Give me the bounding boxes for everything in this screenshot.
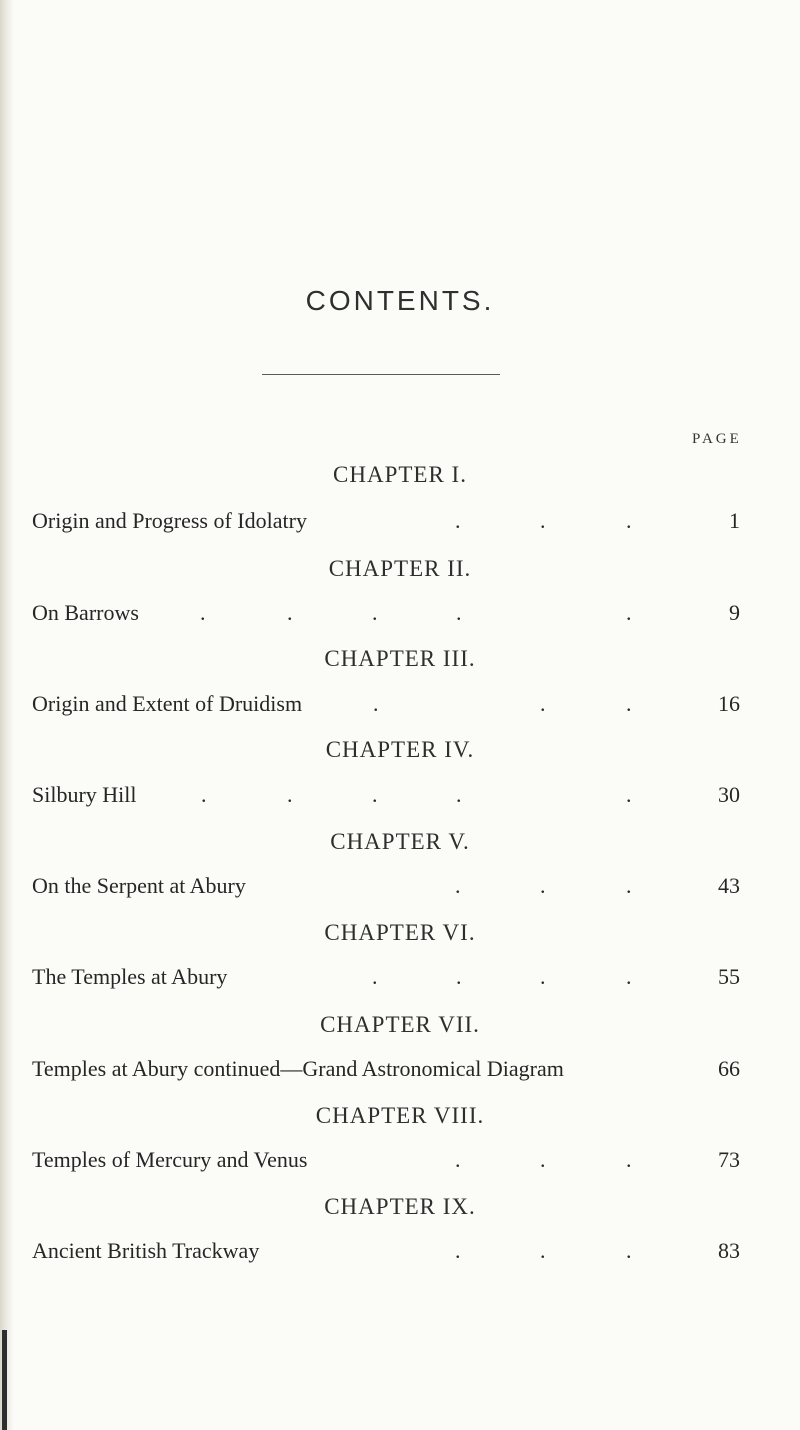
- toc-entry-page: 55: [718, 964, 740, 989]
- page-column-header: PAGE: [692, 431, 742, 447]
- page-title: CONTENTS.: [305, 285, 495, 316]
- toc-entry-page: 9: [729, 600, 740, 625]
- toc-entry-page: 43: [718, 873, 740, 898]
- toc-entry-title: Ancient British Trackway: [32, 1238, 260, 1263]
- toc-entry-title: Origin and Progress of Idolatry: [32, 508, 307, 533]
- toc-entry-title: The Temples at Abury: [32, 964, 228, 989]
- binding-mark: [2, 1330, 7, 1430]
- toc-entry-page: 30: [718, 782, 740, 807]
- toc-entry-title: Silbury Hill: [32, 782, 137, 807]
- toc-entry-page: 83: [718, 1238, 740, 1263]
- title-divider: [262, 374, 500, 375]
- toc-entry-title: Temples at Abury continued—Grand Astronomical Diagram: [32, 1056, 564, 1081]
- toc-entry-page: 1: [729, 508, 740, 533]
- toc-entry-title: On Barrows: [32, 600, 139, 625]
- toc-entry-title: Temples of Mercury and Venus: [32, 1147, 308, 1172]
- toc-entry-page: 16: [718, 691, 740, 716]
- chapter-heading: CHAPTER I.: [333, 462, 467, 487]
- chapter-heading: CHAPTER II.: [328, 556, 472, 581]
- chapter-heading: CHAPTER IX.: [324, 1194, 476, 1219]
- chapter-heading: CHAPTER V.: [330, 829, 470, 854]
- chapter-heading: CHAPTER IV.: [325, 737, 475, 762]
- chapter-heading: CHAPTER VIII.: [315, 1103, 485, 1128]
- toc-entry-title: Origin and Extent of Druidism: [32, 691, 303, 716]
- toc-entry-page: 66: [718, 1056, 740, 1081]
- toc-entry-page: 73: [718, 1147, 740, 1172]
- chapter-heading: CHAPTER VII.: [320, 1012, 480, 1037]
- chapter-heading: CHAPTER VI.: [324, 920, 476, 945]
- chapter-heading: CHAPTER III.: [324, 646, 476, 671]
- toc-entry-title: On the Serpent at Abury: [32, 873, 246, 898]
